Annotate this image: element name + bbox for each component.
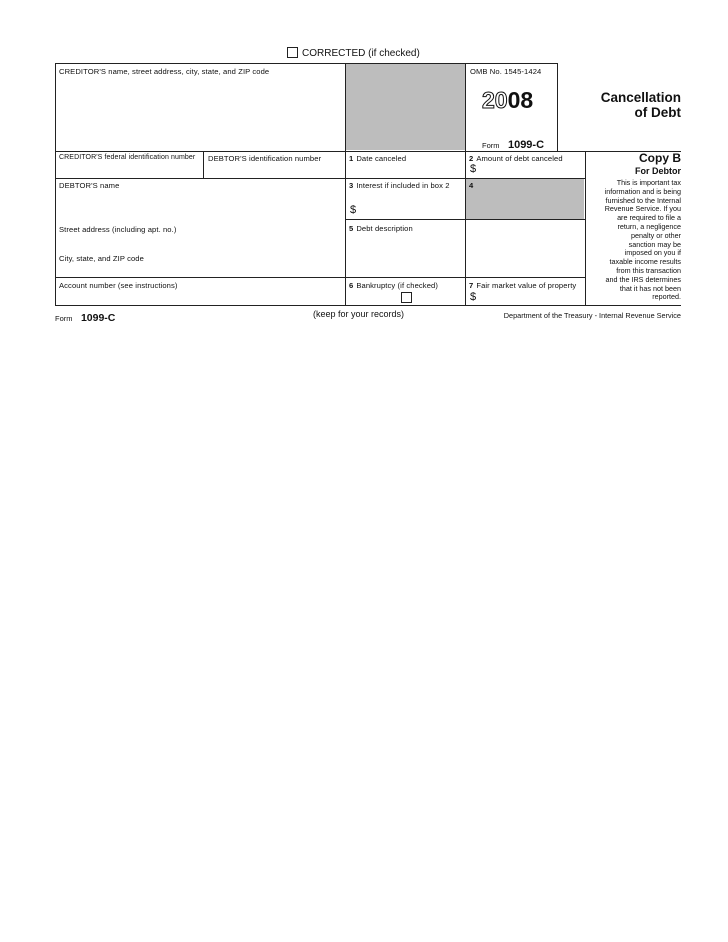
debtor-name-field[interactable] (56, 191, 345, 219)
form-title-line1: Cancellation (600, 90, 681, 105)
footer-form-id (55, 308, 115, 326)
divider-v-557 (557, 63, 558, 151)
footer-form-word: Form (55, 314, 73, 323)
form-top-border (55, 63, 557, 64)
box5-label: 5 Debt description (349, 224, 413, 233)
shaded-area-top (346, 64, 465, 150)
tax-year-outline: 20 (482, 87, 508, 113)
divider-h-151 (55, 151, 681, 152)
creditor-fed-id-field[interactable] (56, 163, 202, 177)
box7-dollar-sign: $ (470, 291, 477, 303)
account-number-field[interactable] (56, 290, 345, 304)
copy-b-notice: This is important tax information and is being furnished to the Internal Revenue Service. If you are required to file a return, a negligence penalty or other sanction may be imposed on you if taxable income results from this transaction and the IRS determines that it has not been reported. (604, 178, 681, 302)
divider-h-219 (346, 219, 585, 220)
form-number: 1099-C (507, 139, 545, 151)
debtor-name-label: DEBTOR'S name (59, 181, 120, 190)
box3-interest-field[interactable] (358, 204, 464, 218)
box5-description-field[interactable] (346, 234, 584, 276)
box7-fair-market-field[interactable] (478, 291, 584, 304)
creditor-name-field[interactable] (56, 78, 345, 150)
debtor-id-label: DEBTOR'S identification number (208, 154, 322, 163)
form-id-header (482, 135, 544, 153)
corrected-label: CORRECTED (if checked) (302, 48, 420, 59)
debtor-id-field[interactable] (204, 163, 345, 177)
copy-b-subtitle: For Debtor (635, 166, 681, 176)
form-bottom-border (55, 305, 681, 306)
creditor-label: CREDITOR'S name, street address, city, state, and ZIP code (59, 67, 270, 76)
street-address-label: Street address (including apt. no.) (59, 225, 177, 234)
form-title (560, 90, 681, 120)
tax-year (482, 89, 533, 112)
box1-label: 1 Date canceled (349, 154, 407, 163)
footer-department: Department of the Treasury - Internal Revenue Service (503, 311, 681, 320)
box6-label: 6 Bankruptcy (if checked) (349, 281, 438, 290)
divider-h-277 (55, 277, 585, 278)
copy-b-title: Copy B (639, 151, 681, 165)
tax-year-bold: 08 (507, 87, 534, 113)
box1-date-field[interactable] (346, 163, 465, 177)
box6-bankruptcy-checkbox[interactable] (401, 292, 412, 303)
box4-label: 4 (469, 181, 474, 190)
box2-amount-field[interactable] (478, 163, 584, 177)
omb-number: OMB No. 1545-1424 (470, 67, 542, 76)
city-state-zip-field[interactable] (56, 263, 345, 276)
shaded-area-box4 (466, 178, 584, 219)
footer-form-number: 1099-C (80, 312, 116, 324)
box7-label: 7 Fair market value of property (469, 281, 577, 290)
corrected-checkbox[interactable] (287, 47, 298, 58)
box3-label: 3 Interest if included in box 2 (349, 181, 450, 190)
form-title-line2: of Debt (634, 105, 681, 120)
account-number-label: Account number (see instructions) (59, 281, 178, 290)
box2-label: 2 Amount of debt canceled (469, 154, 563, 163)
form-word: Form (482, 141, 500, 150)
footer-keep-records: (keep for your records) (313, 309, 405, 319)
box2-dollar-sign: $ (470, 163, 477, 175)
box3-dollar-sign: $ (350, 204, 357, 216)
creditor-fed-id-label: CREDITOR'S federal identification number (59, 154, 196, 161)
street-address-field[interactable] (56, 234, 345, 248)
divider-h-178 (55, 178, 585, 179)
city-state-zip-label: City, state, and ZIP code (59, 254, 144, 263)
